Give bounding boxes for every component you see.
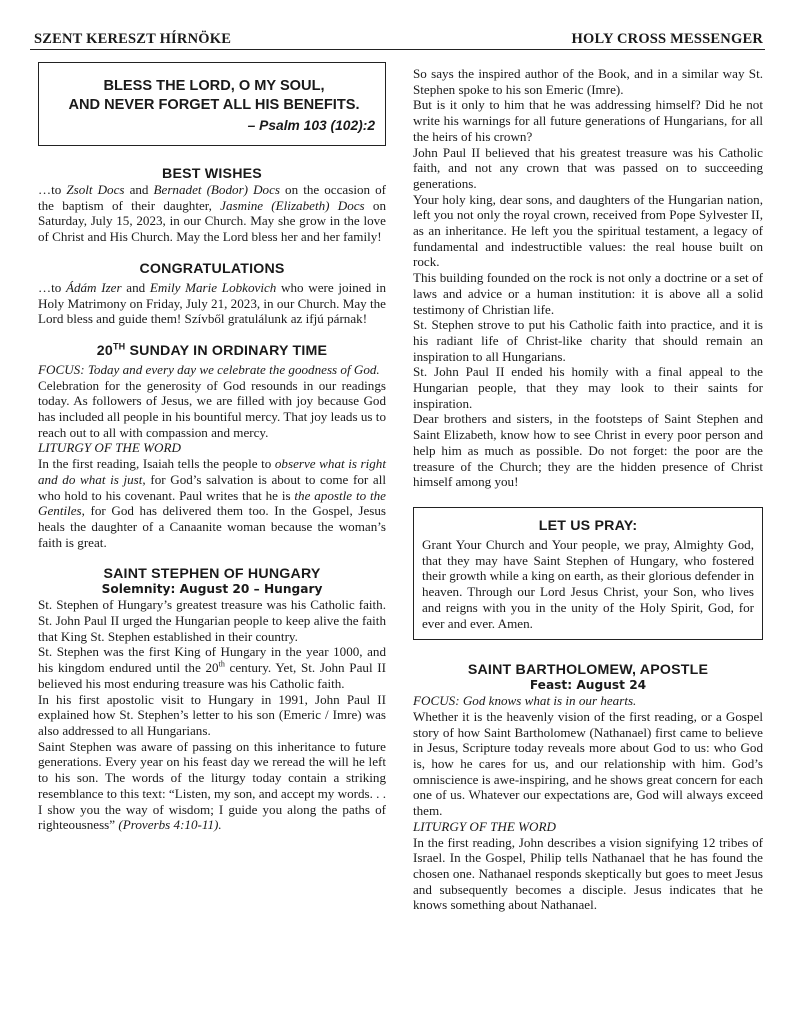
congratulations-heading: CONGRATULATIONS [139,260,285,277]
ordinary-time-paragraph-2: In the first reading, Isaiah tells the people to observe what is right and do what is just, for God’s salvation is about to come for all who hold to his covenant. Paul writes that he is the apostle to the Gentiles, for God has delivered them too. In the Gospel, Jesus heals the daughter of a Canaanite woman because the woman’s faith is great. [38,456,386,550]
saint-stephen-paragraph-8: Your holy king, dear sons, and daughters of the Hungarian nation, left you not only the royal crown, received from Pope Sylvester II, as an inheritance. He left you the spiritual testament, a legacy of fundamental and indestructible values: the real house built on rock. [413,191,763,270]
ordinary-time-liturgy-label: LITURGY OF THE WORD [38,440,181,456]
ordinary-time-paragraph-1: Celebration for the generosity of God resounds in our readings today. As followers of Jesus, we are filled with joy because God has included all people in his bountiful mercy. That joy leads us to reach out to all with compassion and mercy. [38,377,386,440]
quote-line-2: AND NEVER FORGET ALL HIS BENEFITS. [68,97,360,113]
saint-stephen-paragraph-12: Dear brothers and sisters, in the footsteps of Saint Stephen and Saint Elizabeth, know how to see Christ in every poor person and help him as much as possible. Do not forget: the poor are the treasure of the Church; they are the hidden presence of Christ himself among you! [413,411,763,490]
psalm-quote-box [38,62,386,146]
saint-bartholomew-focus: FOCUS: God knows what is in our hearts. [413,693,637,709]
saint-bartholomew-heading: SAINT BARTHOLOMEW, APOSTLE [467,662,709,679]
masthead [30,27,765,50]
ordinary-time-heading: 20TH SUNDAY IN ORDINARY TIME [96,341,328,359]
quote-citation: – Psalm 103 (102):2 [247,118,375,133]
let-us-pray-text: Grant Your Church and Your people, we pray, Almighty God, that they may have Saint Stephen of Hungary, who fostered their growth while a king on earth, as their glorious defender in heaven. Through our Lord Jesus Christ, your Son, who lives and reigns with you in the unity of the Holy Spirit, God, for ever and ever. Amen. [422,536,754,631]
saint-stephen-subtitle: Solemnity: August 20 – Hungary [101,582,323,597]
saint-stephen-paragraph-3: In his first apostolic visit to Hungary in 1991, John Paul II explained how St. Stephen’s letter to his son (Emeric / Imre) was also addressed to all Hungarians. [38,691,386,738]
saint-stephen-paragraph-9: This building founded on the rock is not only a doctrine or a set of laws and advice or a human institution: it is above all a solid testimony of Christian life. [413,270,763,317]
ordinary-time-focus: FOCUS: Today and every day we celebrate the goodness of God. [38,361,380,377]
saint-stephen-paragraph-6: But is it only to him that he was addressing himself? Did he not write his warnings for all future generations of Hungarians, for all the heirs of his crown? [413,97,763,144]
congratulations-text: …to Ádám Izer and Emily Marie Lobkovich who were joined in Holy Matrimony on Friday, July 21, 2023, in our Church. May the Lord bless and guide them! Szívből gratulálunk az ifjú párnak! [38,279,387,327]
quote-line-1: BLESS THE LORD, O MY SOUL, [103,78,325,94]
saint-stephen-paragraph-7: John Paul II believed that his greatest treasure was his Catholic faith, and not any crown that was passed on to succeeding generations. [413,144,763,191]
best-wishes-section [38,166,386,245]
saint-stephen-paragraph-2: St. Stephen was the first King of Hungary in the year 1000, and his kingdom endured until the 20th century. Yet, St. John Paul II believed his most enduring treasure was his Catholic faith. [38,644,386,691]
saint-stephen-paragraph-11: St. John Paul II ended his homily with a final appeal to the Hungarian people, that they may look to their saints for inspiration. [413,364,763,411]
saint-stephen-section [38,566,386,833]
saint-stephen-paragraph-5: So says the inspired author of the Book, and in a similar way St. Stephen spoke to his son Emeric (Imre). [413,66,763,97]
best-wishes-text: …to Zsolt Docs and Bernadet (Bodor) Docs on the occasion of the baptism of their daughter, Jasmine (Elizabeth) Docs on Saturday, July 15, 2023, in our Church. May she grow in the love of Christ and His Church. May the Lord bless her and her family! [38,182,387,245]
saint-bartholomew-subtitle: Feast: August 24 [529,678,647,693]
saint-stephen-paragraph-1: St. Stephen of Hungary’s greatest treasure was his Catholic faith. St. John Paul II urged the Hungarian people to keep alive the faith that King St. Stephen established in their country. [38,597,386,644]
let-us-pray-box [413,507,763,640]
masthead-hungarian-title: SZENT KERESZT HÍRNÖKE [34,31,232,47]
saint-bartholomew-liturgy-label: LITURGY OF THE WORD [413,818,556,834]
saint-bartholomew-paragraph-2: In the first reading, John describes a vision signifying 12 tribes of Israel. In the Gospel, Philip tells Nathanael that he has found the chosen one. Nathanael responds skeptically but goes to meet Jesus and subsequently becomes a disciple. Jesus indicates that he knows something about Nathanael. [413,834,763,913]
best-wishes-heading: BEST WISHES [162,166,262,182]
congratulations-section [38,261,386,327]
ordinary-time-section [38,343,386,550]
saint-bartholomew-section [413,662,763,913]
let-us-pray-heading: LET US PRAY: [538,517,638,534]
right-column [413,66,763,913]
saint-stephen-heading: SAINT STEPHEN OF HUNGARY [103,566,321,583]
masthead-english-title: HOLY CROSS MESSENGER [571,31,763,47]
saint-stephen-paragraph-10: St. Stephen strove to put his Catholic faith into practice, and it is his radiant life of Christ-like charity that should remain an inspiration to all Hungarians. [413,317,763,364]
saint-bartholomew-paragraph-1: Whether it is the heavenly vision of the first reading, or a Gospel story of how Saint Bartholomew (Nathanael) first came to believe in Jesus, Scripture today reveals more about God to us: who God is, how he cares for us, and our relationship with him. God’s omniscience is awe-inspiring, and he shows great concern for each one of us. Whatever our expectations are, God will always exceed them. [413,708,763,819]
saint-stephen-paragraph-4: Saint Stephen was aware of passing on this inheritance to future generations. Every year on his feast day we reread the will he left to his son. The words of the liturgy today contain a striking resemblance to this text: “Listen, my son, and accept my words. . . I show you the way of wisdom; I guide you along the paths of righteousness” (Proverbs 4:10-11). [38,738,386,833]
left-column [38,62,386,833]
